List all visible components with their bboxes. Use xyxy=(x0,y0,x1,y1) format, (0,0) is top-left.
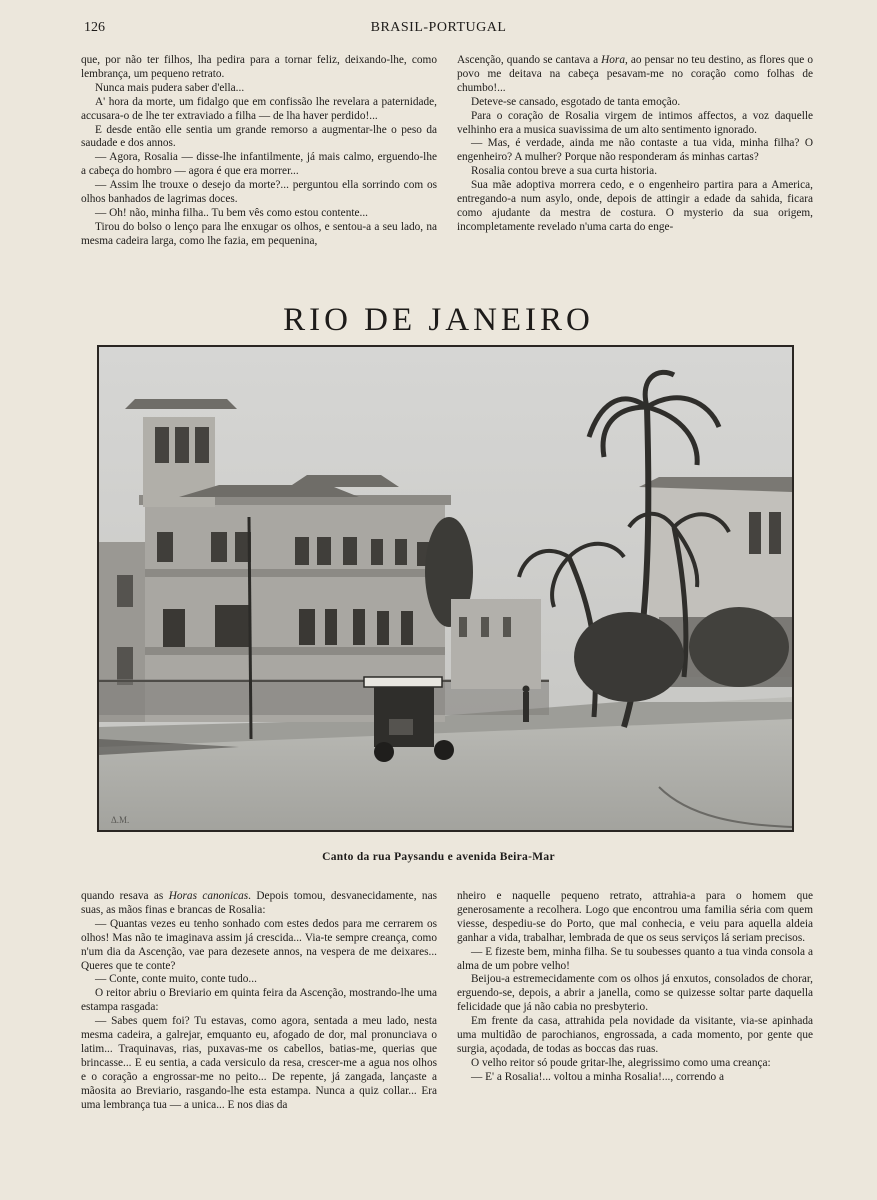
paragraph: — Mas, é verdade, ainda me não contaste a tua vida, minha filha? O engenheiro? A mulher? Porque não responderam ás minhas cartas? xyxy=(457,137,813,164)
paragraph: — Assim lhe trouxe o desejo da morte?... perguntou ella sorrindo com os olhos banhados de lagrimas doces. xyxy=(81,179,437,206)
photo-caption: Canto da rua Paysandu e avenida Beira-Mar xyxy=(322,851,555,863)
paragraph: O reitor abriu o Breviario em quinta feira da Ascenção, mostrando-lhe uma estampa rasgada: xyxy=(81,987,437,1014)
paragraph: Deteve-se cansado, esgotado de tanta emoção. xyxy=(471,95,681,108)
paragraph: Para o coração de Rosalia virgem de intimos affectos, a voz daquelle velhinho era a musica suavissima de um alto sentimento ignorado. xyxy=(457,109,813,136)
paragraph: Sua mãe adoptiva morrera cedo, e o engenheiro partira para a America, entregando-a num asylo, onde, depois de attingir a edade da sahida, ficara como ajudante da mestra de costura. O mysterio da sua origem, incompletamente revelado n'uma carta do enge- xyxy=(457,179,813,233)
paragraph: — E' a Rosalia!... voltou a minha Rosalia!..., correndo a xyxy=(471,1070,725,1083)
paragraph xyxy=(81,890,437,918)
paragraph: A' hora da morte, um fidalgo que em confissão lhe revelara a paternidade, accusara-o de lhe ter extraviado a filha — de lha haver perdido!... xyxy=(81,95,437,122)
paragraph: Em frente da casa, attrahida pela novidade da visitante, via-se apinhada uma multidão de parochianos, engrossada, a cada momento, por gente que surgia, açodada, de todas as boccas das ruas. xyxy=(457,1015,813,1055)
paragraph: Rosalia contou breve a sua curta historia. xyxy=(471,165,658,178)
paragraph: — Sabes quem foi? Tu estavas, como agora, sentada a meu lado, nesta mesma cadeira, a galrejar, emquanto eu, afogado de dor, mal pronunciava o latim... Traquinavas, rias, puxavas-me os cabellos, batias-me, querias que brincasse... E eu sentia, a cada versiculo da resa, crescer-me a agua nos olhos e o coração a engrossar-me no peito... De repente, já zangada, lançaste a mãosita ao Breviario, rasgando-lhe esta estampa. Nunca a quiz collar... Era uma lembrança tua — a unica... E nos dias da xyxy=(81,1015,437,1111)
paragraph xyxy=(457,54,813,96)
photograph xyxy=(97,345,794,832)
paragraph: Nunca mais pudera saber d'ella... xyxy=(95,81,245,94)
paragraph: E desde então elle sentia um grande remorso a augmentar-lhe o peso da saudade e dos annos. xyxy=(81,123,437,150)
paragraph: que, por não ter filhos, lha pedira para a tornar feliz, deixando-lhe, como lembrança, um pequeno retrato. xyxy=(81,54,437,80)
paragraph: — Quantas vezes eu tenho sonhado com estes dedos para me cerrarem os olhos! Mas não te imaginava assim já crescida... Via-te sempre creança, como n'um dia da Ascenção, vae para dezesete annos, na vespera de me deixares... Queres que te conte? xyxy=(81,917,437,972)
text-run: , ao pensar no teu destino, as flores que o povo me deitava na cabeça pesavam-me no coração como folhas de chumbo!... xyxy=(457,54,813,94)
paragraph: — Agora, Rosalia — disse-lhe infantilmente, já mais calmo, erguendo-lhe a cabeça do hombro — agora é que era morrer... xyxy=(81,151,437,178)
paragraph: O velho reitor só poude gritar-lhe, alegrissimo como uma creança: xyxy=(471,1056,771,1069)
italic-run: Horas canonicas xyxy=(168,890,249,902)
paragraph: Tirou do bolso o lenço para lhe enxugar os olhos, e sentou-a a seu lado, na mesma cadeira larga, como lhe fazia, em pequenina, xyxy=(81,220,437,247)
photographer-initials: Δ.M. xyxy=(111,815,130,825)
text-run: quando resava as xyxy=(81,890,169,902)
text-run: . Depois tomou, desvanecidamente, nas suas, as mãos finas e brancas de Rosalia: xyxy=(81,890,437,916)
paragraph: — Conte, conte muito, conte tudo... xyxy=(95,973,257,986)
text-run: Ascenção, quando se cantava a xyxy=(457,54,602,66)
column-top-left xyxy=(81,54,437,249)
page-number: 126 xyxy=(84,20,105,35)
paragraph: — Oh! não, minha filha.. Tu bem vês como estou contente... xyxy=(95,206,368,219)
paragraph: — E fizeste bem, minha filha. Se tu soubesses quanto a tua vinda consola a alma de um pobre velho! xyxy=(457,945,813,972)
running-title: BRASIL-PORTUGAL xyxy=(370,20,507,35)
column-bottom-right xyxy=(457,890,813,1085)
paragraph: nheiro e naquelle pequeno retrato, attrahia-a para o homem que generosamente a recolhera. Logo que encontrou uma familia séria com quem viesse, despediu-se do Porto, que mal conhecia, e veiu para aquella aldeia ganhar a vida, trabalhar, lembrada de que os seus serviços lá seriam precisos. xyxy=(457,890,813,944)
street-scene-illustration xyxy=(99,347,792,830)
column-top-right xyxy=(457,54,813,235)
section-title: RIO DE JANEIRO xyxy=(283,302,594,339)
italic-run: Hora xyxy=(601,54,625,66)
paragraph: Beijou-a estremecidamente com os olhos já enxutos, consolados de chorar, erguendo-se, depois, a abrir a janella, como se quizesse soltar parte daquella felicidade que já não cabia no presbyterio. xyxy=(457,973,813,1014)
column-bottom-left xyxy=(81,890,437,1113)
